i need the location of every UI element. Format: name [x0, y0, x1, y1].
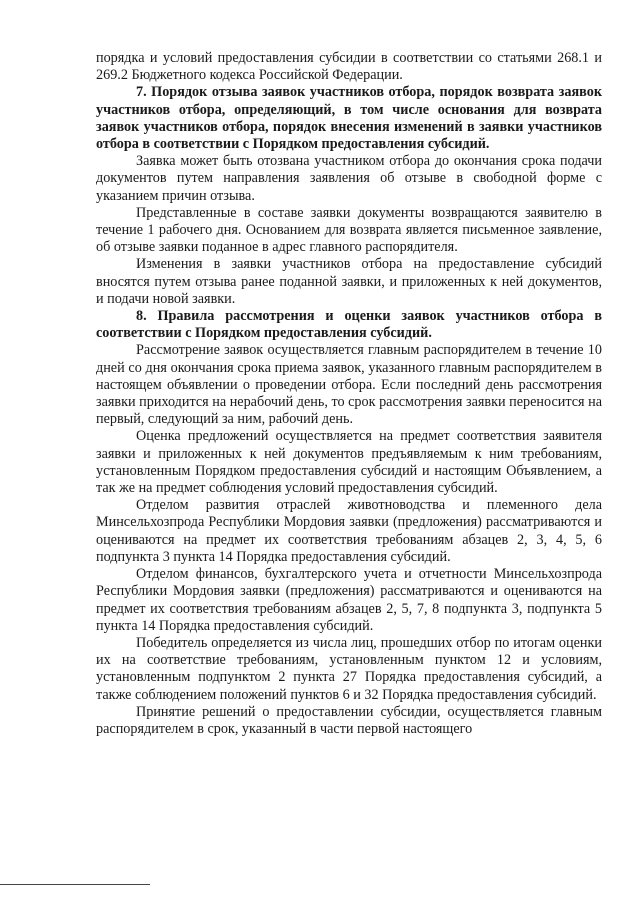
- paragraph-return: Представленные в составе заявки документы возвращаются заявителю в течение 1 рабочего дня. Основанием для возврата является письменное заявление, об отзыве заявки поданное в адрес главного распорядителя.: [96, 204, 602, 256]
- paragraph-withdrawal: Заявка может быть отозвана участником отбора до окончания срока подачи документов путем направления заявления об отзыве в свободной форме с указанием причин отзыва.: [96, 153, 602, 204]
- section-8-heading: 8. Правила рассмотрения и оценки заявок участников отбора в соответствии с Порядком предоставления субсидий.: [96, 308, 602, 342]
- paragraph-finance-dept: Отделом финансов, бухгалтерского учета и отчетности Минсельхозпрода Республики Мордовия заявки (предложения) рассматриваются и оцениваются на предмет их соответствия требованиям абзацев 2, 5, 7, 8 подпункта 3, подпункта 5 пункта 14 Порядка предоставления субсидий.: [96, 566, 602, 634]
- paragraph-continuation: порядка и условий предоставления субсидии в соответствии со статьями 268.1 и 269.2 Бюджетного кодекса Российской Федерации.: [96, 50, 602, 84]
- document-page: [96, 50, 602, 738]
- paragraph-changes: Изменения в заявки участников отбора на предоставление субсидий вносятся путем отзыва ранее поданной заявки, и приложенных к ней документов, и подачи новой заявки.: [96, 256, 602, 307]
- paragraph-assessment: Оценка предложений осуществляется на предмет соответствия заявителя заявки и приложенных к ней документов предъявляемым к ним требованиям, установленным Порядком предоставления субсидий и настоящим Объявлением, а так же на предмет соблюдения условий предоставления субсидий.: [96, 428, 602, 497]
- paragraph-decision: Принятие решений о предоставлении субсидии, осуществляется главным распорядителем в срок, указанный в части первой настоящего: [96, 703, 602, 737]
- footnote-divider: [0, 884, 150, 885]
- section-7-heading: 7. Порядок отзыва заявок участников отбора, порядок возврата заявок участников отбора, определяющий, в том числе основания для возврата заявок участников отбора, порядок внесения изменений в заявки участников отбора в соответствии с Порядком предоставления субсидий.: [96, 84, 602, 153]
- paragraph-review-term: Рассмотрение заявок осуществляется главным распорядителем в течение 10 дней со дня окончания срока приема заявок, указанного главным распорядителем в настоящем объявлении о проведении отбора. Если последний день рассмотрения заявки приходится на нерабочий день, то срок рассмотрения заявки переносится на первый, следующий за ним, рабочий день.: [96, 342, 602, 428]
- paragraph-winner: Победитель определяется из числа лиц, прошедших отбор по итогам оценки их на соответствие требованиям, установленным пунктом 12 и условиям, установленным подпунктом 2 пункта 27 Порядка предоставления субсидий, а также соблюдением положений пунктов 6 и 32 Порядка предоставления субсидий.: [96, 634, 602, 703]
- paragraph-livestock-dept: Отделом развития отраслей животноводства и племенного дела Минсельхозпрода Республики Мордовия заявки (предложения) рассматриваются и оцениваются на предмет их соответствия требованиям абзацев 2, 3, 4, 5, 6 подпункта 3 пункта 14 Порядка предоставления субсидий.: [96, 497, 602, 565]
